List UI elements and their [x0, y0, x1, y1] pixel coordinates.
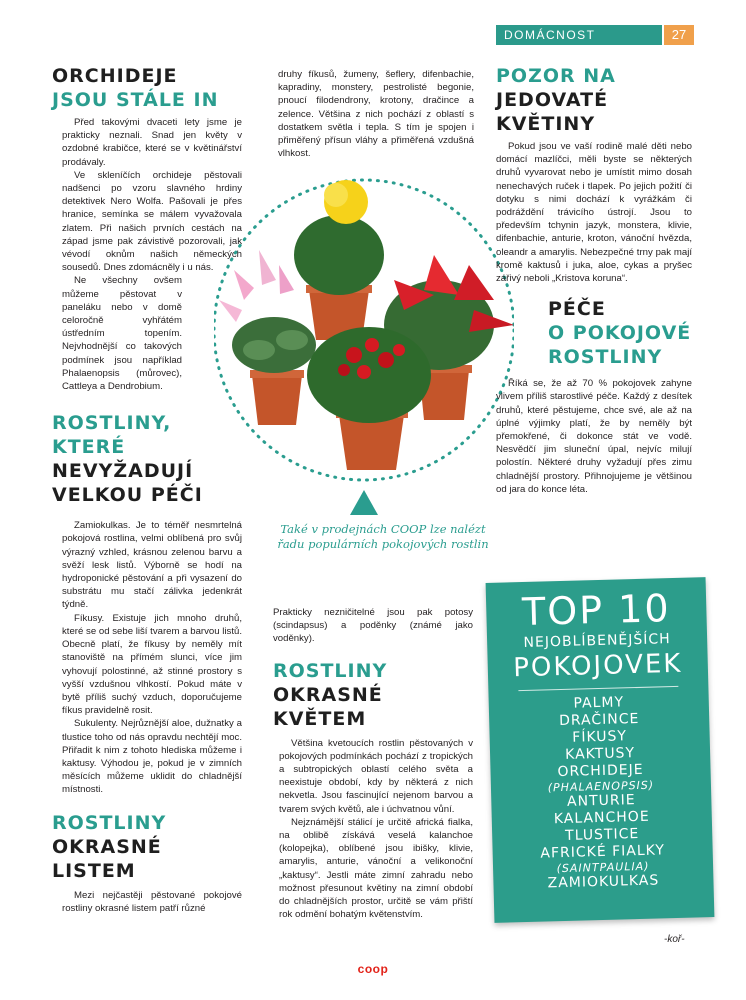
heading-orchids-2: JSOU STÁLE IN	[52, 89, 219, 111]
heading-easy-4: VELKOU PÉČI	[52, 484, 203, 507]
top10-item: ZAMIOKULKAS	[547, 872, 660, 892]
plants-list-paragraph: druhy fíkusů, žumeny, šeflery, difenbachie, kapradiny, monstery, pestrolisté begonie, pnoucí filodendrony, krotony, dračince a zelence. Většina z nich pochází z oblastí s dostatkem světla i tepla. S tím je spojen i přiměřený přísun vláhy a přiměřená vzdušná vlhkost.	[278, 69, 474, 160]
heading-care-1: PÉČE	[548, 298, 606, 321]
orchid-paragraph-3: Ne všechny ovšem můžeme pěstovat v paneláku nebo v domě celoročně vyhřátém ústředním topením. Nejvhodnější co takových podmínek jsou například Phalaenopsis (můrovec), Cattleya a Dendrobium.	[62, 275, 182, 393]
heading-poison-1: POZOR NA	[496, 65, 616, 87]
column-2-bottom	[273, 606, 473, 921]
top10-subtitle-2: POKOJOVEK	[512, 648, 683, 684]
column-3	[496, 64, 692, 496]
top10-item: KALANCHOE	[553, 808, 650, 828]
heading-easy-1: ROSTLINY,	[52, 412, 172, 435]
care-paragraph: Říká se, že až 70 % pokojovek zahyne vlivem příliš starostlivé péče. Každý z desítek druhů, které pěstujeme, chce své, ale až na úplné výjimky platí, že by neměly být přemokřené, či dokonce stát ve vodě. Nesvědčí jim sluneční úpal, nejvíc milují polostín. Některé druhy vyžadují přes zimu chladnější prostory. Přihnojujeme je většinou od jara do konce léta.	[496, 378, 692, 495]
top10-item: TLUSTICE	[564, 826, 640, 844]
top10-divider	[518, 686, 678, 691]
triangle-pointer	[350, 490, 378, 515]
orchid-paragraph-1: Před takovými dvaceti lety jsme je prakticky neznali. Snad jen květy v ozdobné krabičce, které se v květinářství prodávaly.	[62, 117, 242, 168]
top10-item: DRAČINCE	[558, 710, 640, 730]
top10-item-note: (PHALAENOPSIS)	[547, 778, 655, 795]
heading-easy-2: KTERÉ	[52, 436, 126, 459]
top10-item: FÍKUSY	[572, 728, 628, 746]
top10-item: ANTURIE	[566, 792, 636, 810]
heading-easy-3: NEVYŽADUJÍ	[52, 460, 194, 483]
leaves-paragraph-1: Mezi nejčastěji pěstované pokojové rostliny okrasné listem patří různé	[62, 889, 242, 914]
top10-item: KAKTUSY	[564, 745, 636, 763]
begonia-plant	[294, 180, 384, 340]
heading-poison-2: JEDOVATÉ KVĚTINY	[496, 89, 609, 135]
easy-paragraph-1: Zamiokulkas. Je to téměř nesmrtelná pokojová rostlina, velmi oblíbená pro svůj výrazný vzhled, krásnou zelenou barvu a svěží lesk listů. Výborně se hodí na hydroponické pěstování a při vysazení do substrátu mu stačí zálivka jedenkrát týdně.	[62, 520, 242, 611]
potos-paragraph: Prakticky nezničitelné jsou pak potosy (scindapsus) a poděnky (známé jako voděnky).	[273, 607, 473, 645]
pepper-plant	[307, 327, 431, 470]
top10-item: PALMY	[573, 694, 625, 712]
photo-caption: Také v prodejnách COOP lze nalézt řadu populárních pokojových rostlin	[277, 522, 489, 551]
top10-subtitle-1: NEJOBLÍBENĚJŠÍCH	[523, 631, 671, 651]
top10-box	[486, 577, 715, 923]
heading-orchids-1: ORCHIDEJE	[52, 65, 178, 87]
heading-leaves-1: ROSTLINY	[52, 811, 167, 834]
poison-paragraph: Pokud jsou ve vaší rodině malé děti nebo domácí mazlíčci, měli byste se některých druhů vyvarovat nebo je umístit mimo dosah nenechavých ruček i tlapek. Po jejich požití či dotyku s nimi dochází k vyrážkám či podráždění trávicího ústrojí. Jsou to především tchynin jazyk, monstera, klivie, difenbachie, anturie, kroton, vánoční hvězda, oleandr a amarylis. Nebezpečné trny pak mají kromě kaktusů i juka, aloe, cykas a pryšec zářivý neboli „Kristova koruna“.	[496, 141, 692, 285]
flowers-paragraph-2: Nejznámější stálicí je určitě africká fialka, na oblibě získává veselá kalanchoe (kolopejka), oblíbené jsou ibišky, klivie, amarylis, anturie, vánoční a velikonoční „kaktusy“. Jestli máte zimní zahradu nebo možnost přesunout květiny na zimní období do chladnějších prostor, určitě se vám přiští rok odmění bohatým květenstvím.	[279, 816, 473, 921]
top10-title: TOP 10	[521, 586, 672, 634]
heading-flowers-1: ROSTLINY	[273, 659, 388, 682]
heading-care-2: O POKOJOVÉ	[548, 322, 692, 345]
top10-item: ORCHIDEJE	[557, 761, 644, 781]
top10-item-note: (SAINTPAULIA)	[556, 859, 650, 876]
top10-item: AFRICKÉ FIALKY	[540, 842, 666, 862]
orchid-paragraph-2: Ve skleníčích orchideje pěstovali nadšenci po vzoru slavného hrdiny detektivek Nero Wolfa. Pašovali je přes hranice, semínka se málem vyvažovala zlatem. Při našich prvních cestách na západ jsme pak závistivě pozorovali, jak vévodí oknům našich německých sousedů. Dnes zdomácněly i u nás.	[62, 169, 242, 274]
plants-illustration	[214, 160, 514, 520]
section-header: DOMÁCNOST	[496, 25, 662, 45]
heading-leaves-2: OKRASNÉ LISTEM	[52, 835, 162, 882]
column-2-top	[278, 68, 474, 160]
easy-paragraph-3: Sukulenty. Nejrůznější aloe, dužnatky a tlustice toho od nás opravdu nechtějí moc. Přiřadit k nim z tohoto hlediska můžeme i kaktusy. Výhodou je, pokud je v zimních měsících můžeme uklidit do chladnější místnosti.	[62, 718, 242, 796]
heading-flowers-2: OKRASNÉ KVĚTEM	[273, 683, 383, 730]
easy-paragraph-2: Fíkusy. Existuje jich mnoho druhů, které se od sebe liší tvarem a barvou listů. Obecně platí, že fíkusy by neměly mít stanoviště na přímém slunci, více jim vyhovují polostinné, až stinné prostory s vyšší vzdušnou vlhkostí. Pokud máte v bytě příliš suchý vzduch, doporučujeme fíkus pravidelně rosit.	[62, 612, 242, 717]
coop-logo: coop	[357, 962, 389, 976]
flowers-paragraph-1: Většina kvetoucích rostlin pěstovaných v pokojových podmínkách pochází z tropických a subtropických oblastí celého světa a neexistuje období, kdy by některá z nich nekvetla. Jsou fascinující nejenom barvou a tvarem svých květů, ale i úchvatnou vůní.	[279, 737, 473, 815]
author-signature: -koř-	[664, 934, 685, 945]
heading-care-3: ROSTLINY	[548, 346, 663, 369]
page-number: 27	[664, 25, 694, 45]
